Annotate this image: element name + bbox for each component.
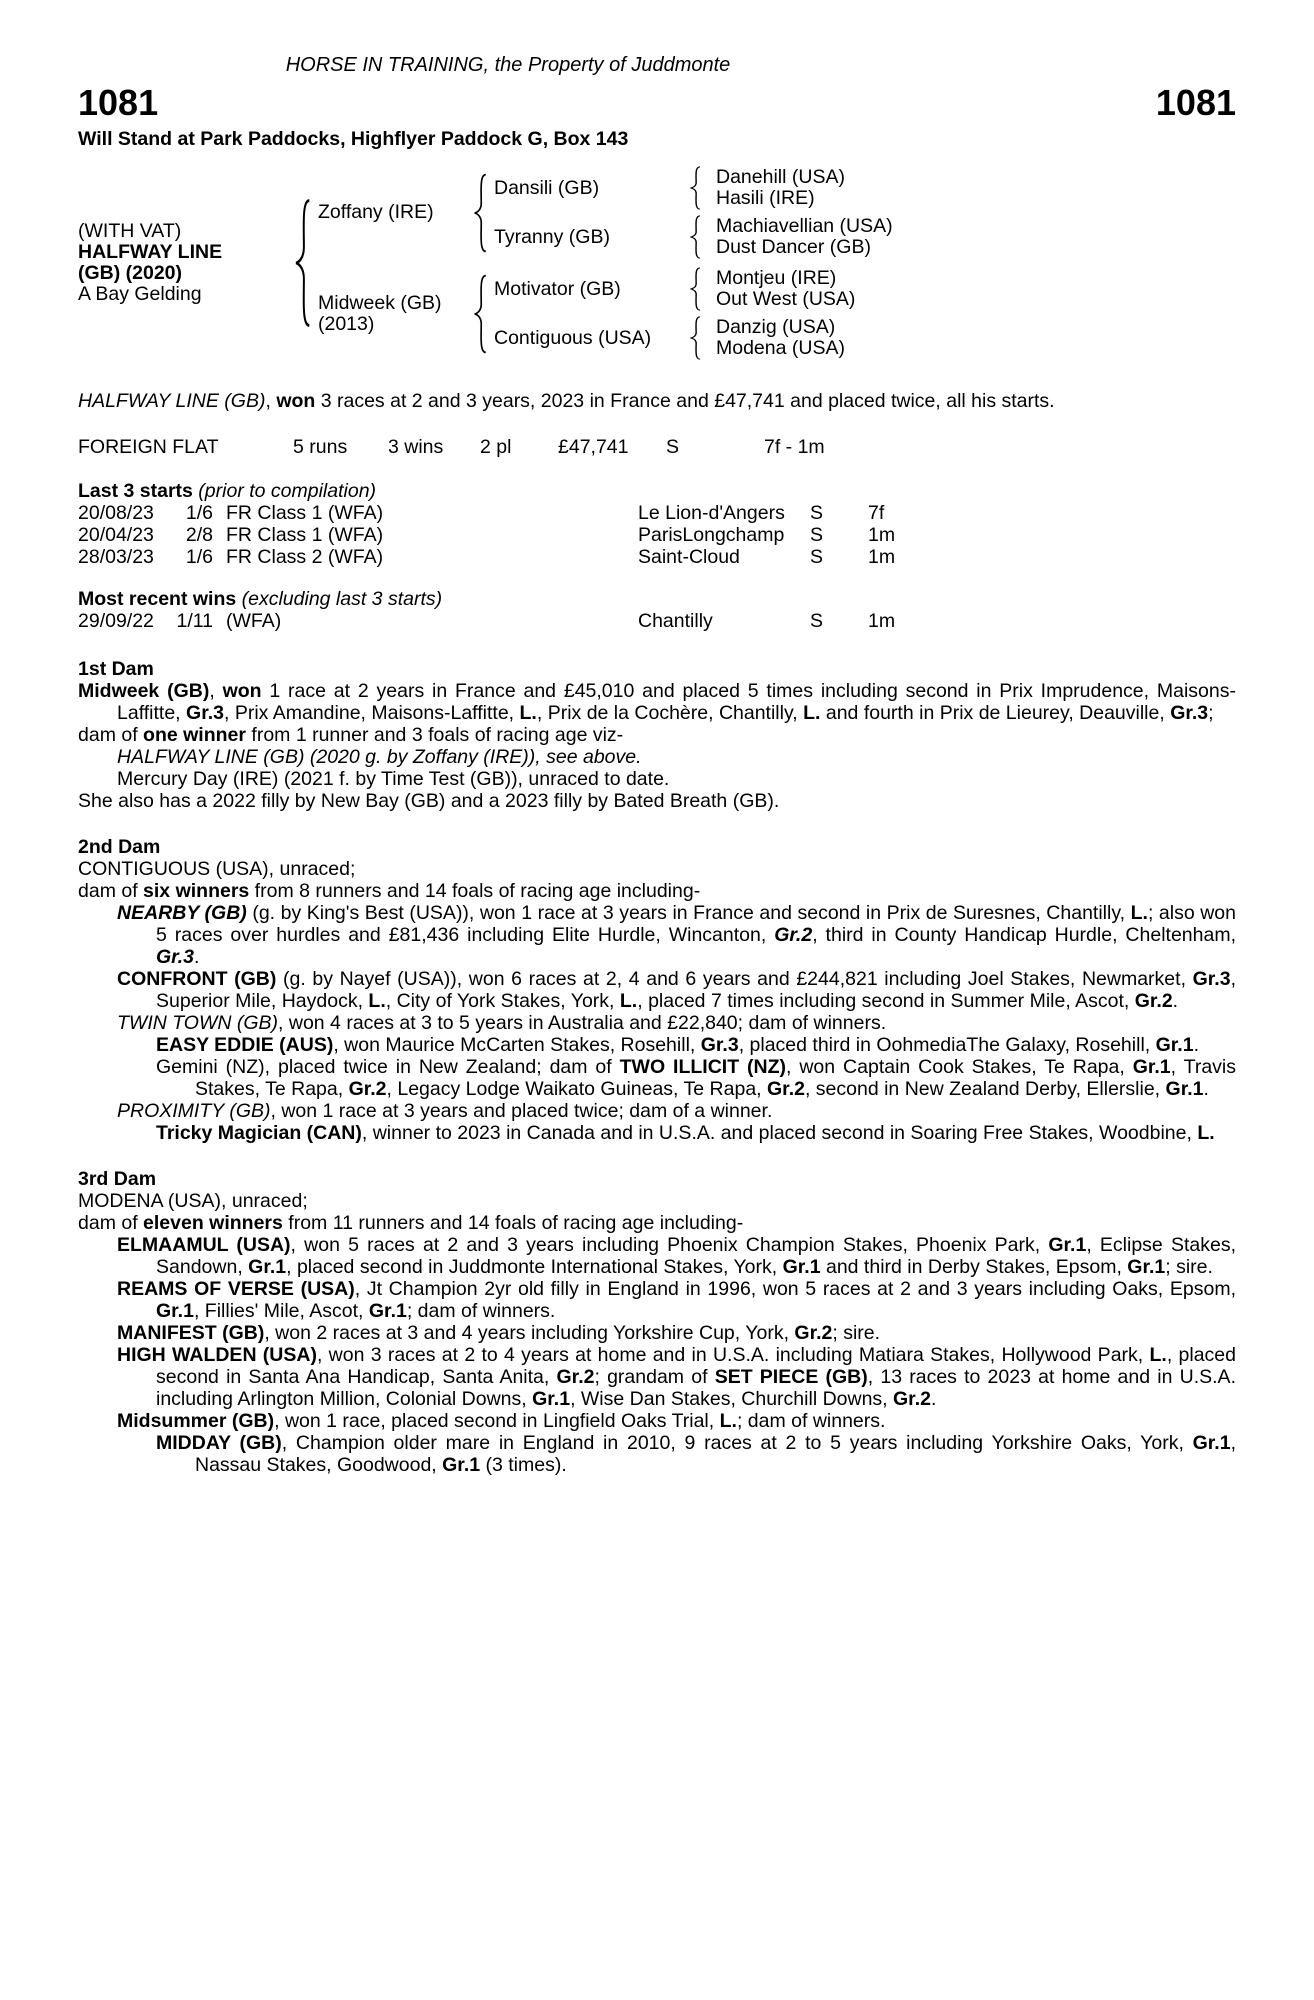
sire-branch bbox=[318, 166, 1236, 259]
ancestor-name: Montjeu (IRE) bbox=[716, 267, 837, 289]
recent-wins-heading: Most recent wins (excluding last 3 starts) bbox=[78, 588, 443, 610]
race-row bbox=[78, 610, 1236, 632]
sire-name: Zoffany (IRE) bbox=[318, 201, 434, 223]
offspring-entry: TWIN TOWN (GB), won 4 races at 3 to 5 years in Australia and £22,840; dam of winners. bbox=[117, 1012, 887, 1034]
race-class: FR Class 1 (WFA) bbox=[226, 502, 384, 524]
dam-paragraph: She also has a 2022 filly by New Bay (GB) and a 2023 filly by Bated Breath (GB). bbox=[78, 790, 780, 812]
race-course: Chantilly bbox=[638, 610, 713, 632]
race-distance: 7f bbox=[868, 502, 885, 524]
section-heading: 3rd Dam bbox=[78, 1168, 157, 1190]
pedigree-brace-icon bbox=[682, 215, 708, 259]
offspring-entry: NEARBY (GB) (g. by King's Best (USA)), won 1 race at 3 years in France and second in Prix de Suresnes, Chantilly, L.; also won 5 races over hurdles and £81,436 including Elite Hurdle, Wincanton, Gr.2, third in County Handicap Hurdle, Cheltenham, Gr.3. bbox=[117, 902, 1236, 968]
race-date: 20/04/23 bbox=[78, 524, 154, 546]
dam-paragraph: dam of eleven winners from 11 runners and 14 foals of racing age including- bbox=[78, 1212, 744, 1234]
dam-paragraph: MODENA (USA), unraced; bbox=[78, 1190, 308, 1212]
pedigree-brace-icon bbox=[682, 316, 708, 360]
race-date: 28/03/23 bbox=[78, 546, 154, 568]
ancestor-name: Danzig (USA) bbox=[716, 316, 836, 338]
offspring-entry: MANIFEST (GB), won 2 races at 3 and 4 years including Yorkshire Cup, York, Gr.2; sire. bbox=[117, 1322, 881, 1344]
offspring-entry: HALFWAY LINE (GB) (2020 g. by Zoffany (IRE)), see above. bbox=[117, 746, 642, 768]
offspring-entry: PROXIMITY (GB), won 1 race at 3 years and placed twice; dam of a winner. bbox=[117, 1100, 773, 1122]
ancestor-name: Dust Dancer (GB) bbox=[716, 236, 871, 258]
ancestor-name: Hasili (IRE) bbox=[716, 187, 815, 209]
summary-places: 2 pl bbox=[480, 436, 512, 458]
race-row bbox=[78, 546, 1236, 568]
race-date: 20/08/23 bbox=[78, 502, 154, 524]
summary-earnings: £47,741 bbox=[558, 436, 629, 458]
ancestor-name: Motivator (GB) bbox=[494, 277, 621, 300]
summary-runs: 5 runs bbox=[293, 436, 348, 458]
offspring-entry: ELMAAMUL (USA), won 5 races at 2 and 3 years including Phoenix Champion Stakes, Phoenix Park, Gr.1, Eclipse Stakes, Sandown, Gr.1, placed second in Juddmonte International Stakes, York, Gr.1 and third in Derby Stakes, Epsom, Gr.1; sire. bbox=[117, 1234, 1236, 1278]
race-distance: 1m bbox=[868, 610, 896, 632]
race-distance: 1m bbox=[868, 546, 896, 568]
race-position: 1/11 bbox=[176, 610, 213, 632]
pedigree-brace-icon bbox=[466, 274, 494, 354]
offspring-entry: HIGH WALDEN (USA), won 3 races at 2 to 4 years at home and in U.S.A. including Matiara Stakes, Hollywood Park, L., placed second in Santa Ana Handicap, Santa Anita, Gr.2; grandam of SET PIECE (GB), 13 races to 2023 at home and in U.S.A. including Arlington Million, Colonial Downs, Gr.1, Wise Dan Stakes, Churchill Downs, Gr.2. bbox=[117, 1344, 1236, 1410]
page-header: HORSE IN TRAINING, the Property of Juddmonte bbox=[285, 54, 731, 76]
vat-note: (WITH VAT) bbox=[78, 220, 182, 242]
pedigree-brace-icon bbox=[466, 173, 494, 253]
second-dam-section bbox=[78, 836, 1236, 1144]
recent-wins-section bbox=[78, 588, 1236, 632]
pedigree-table bbox=[78, 166, 1236, 360]
offspring-entry: Mercury Day (IRE) (2021 f. by Time Test (GB)), unraced to date. bbox=[117, 768, 670, 790]
pedigree-brace-icon bbox=[288, 198, 318, 328]
ancestor-name: Contiguous (USA) bbox=[494, 326, 652, 349]
dam-branch bbox=[318, 267, 1236, 360]
race-going: S bbox=[810, 610, 824, 632]
race-class: (WFA) bbox=[226, 610, 282, 632]
race-row bbox=[78, 502, 1236, 524]
section-heading: 1st Dam bbox=[78, 658, 154, 680]
dam-paragraph: CONTIGUOUS (USA), unraced; bbox=[78, 858, 356, 880]
race-row bbox=[78, 524, 1236, 546]
offspring-entry: MIDDAY (GB), Champion older mare in England in 2010, 9 races at 2 to 5 years including Yorkshire Oaks, York, Gr.1, Nassau Stakes, Goodwood, Gr.1 (3 times). bbox=[156, 1432, 1236, 1476]
race-going: S bbox=[810, 524, 824, 546]
section-heading: 2nd Dam bbox=[78, 836, 161, 858]
dam-paragraph: dam of one winner from 1 runner and 3 foals of racing age viz- bbox=[78, 724, 624, 746]
race-going: S bbox=[810, 502, 824, 524]
summary-going: S bbox=[666, 436, 680, 458]
race-class: FR Class 2 (WFA) bbox=[226, 546, 384, 568]
offspring-entry: REAMS OF VERSE (USA), Jt Champion 2yr old filly in England in 1996, won 5 races at 2 and 3 years including Oaks, Epsom, Gr.1, Fillies' Mile, Ascot, Gr.1; dam of winners. bbox=[117, 1278, 1236, 1322]
summary-wins: 3 wins bbox=[388, 436, 444, 458]
last-starts-heading: Last 3 starts (prior to compilation) bbox=[78, 480, 377, 502]
offspring-entry: EASY EDDIE (AUS), won Maurice McCarten Stakes, Rosehill, Gr.3, placed third in OohmediaThe Galaxy, Rosehill, Gr.1. bbox=[156, 1034, 1199, 1056]
dam-paragraph: dam of six winners from 8 runners and 14 foals of racing age including- bbox=[78, 880, 701, 902]
horse-suffix: (GB) (2020) bbox=[78, 262, 183, 284]
race-position: 1/6 bbox=[185, 502, 213, 524]
ancestor-name: Out West (USA) bbox=[716, 288, 856, 310]
summary-distance: 7f - 1m bbox=[764, 436, 825, 458]
lot-number-left: 1081 bbox=[78, 82, 159, 123]
horse-name: HALFWAY LINE bbox=[78, 241, 223, 263]
race-class: FR Class 1 (WFA) bbox=[226, 524, 384, 546]
race-summary-row bbox=[78, 436, 1236, 458]
pedigree-brace-icon bbox=[682, 166, 708, 210]
offspring-entry: Gemini (NZ), placed twice in New Zealand; dam of TWO ILLICIT (NZ), won Captain Cook Stakes, Te Rapa, Gr.1, Travis Stakes, Te Rapa, Gr.2, Legacy Lodge Waikato Guineas, Te Rapa, Gr.2, second in New Zealand Derby, Ellerslie, Gr.1. bbox=[156, 1056, 1237, 1100]
race-course: Le Lion-d'Angers bbox=[638, 502, 785, 524]
race-position: 1/6 bbox=[185, 546, 213, 568]
race-going: S bbox=[810, 546, 824, 568]
offspring-entry: Midsummer (GB), won 1 race, placed second in Lingfield Oaks Trial, L.; dam of winners. bbox=[117, 1410, 886, 1432]
third-dam-section bbox=[78, 1168, 1236, 1476]
race-record-summary: HALFWAY LINE (GB), won 3 races at 2 and 3 years, 2023 in France and £47,741 and placed twice, all his starts. bbox=[78, 390, 1055, 412]
dam-name: Midweek (GB) (2013) bbox=[318, 291, 442, 335]
offspring-entry: Tricky Magician (CAN), winner to 2023 in Canada and in U.S.A. and placed second in Soaring Free Stakes, Woodbine, L. bbox=[156, 1122, 1215, 1144]
race-course: Saint-Cloud bbox=[638, 546, 740, 568]
last-starts-section bbox=[78, 480, 1236, 568]
summary-category: FOREIGN FLAT bbox=[78, 436, 219, 458]
race-position: 2/8 bbox=[185, 524, 213, 546]
horse-description: A Bay Gelding bbox=[78, 283, 202, 305]
offspring-entry: CONFRONT (GB) (g. by Nayef (USA)), won 6 races at 2, 4 and 6 years and £244,821 including Joel Stakes, Newmarket, Gr.3, Superior Mile, Haydock, L., City of York Stakes, York, L., placed 7 times including second in Summer Mile, Ascot, Gr.2. bbox=[117, 968, 1236, 1012]
race-date: 29/09/22 bbox=[78, 610, 154, 632]
pedigree-tree bbox=[318, 166, 1236, 360]
pedigree-brace-icon bbox=[682, 267, 708, 311]
ancestor-name: Tyranny (GB) bbox=[494, 225, 610, 248]
race-course: ParisLongchamp bbox=[638, 524, 785, 546]
dam-paragraph: Midweek (GB), won 1 race at 2 years in France and £45,010 and placed 5 times including second in Prix Imprudence, Maisons-Laffitte, Gr.3, Prix Amandine, Maisons-Laffitte, L., Prix de la Cochère, Chantilly, L. and fourth in Prix de Lieurey, Deauville, Gr.3; bbox=[78, 680, 1236, 724]
lot-number-right: 1081 bbox=[1155, 82, 1236, 123]
race-distance: 1m bbox=[868, 524, 896, 546]
horse-info bbox=[78, 221, 288, 305]
lot-row bbox=[78, 84, 1236, 122]
stand-location: Will Stand at Park Paddocks, Highflyer Paddock G, Box 143 bbox=[78, 128, 629, 150]
ancestor-name: Dansili (GB) bbox=[494, 176, 600, 199]
ancestor-name: Danehill (USA) bbox=[716, 166, 845, 188]
ancestor-name: Machiavellian (USA) bbox=[716, 215, 893, 237]
first-dam-section bbox=[78, 658, 1236, 812]
ancestor-name: Modena (USA) bbox=[716, 337, 845, 359]
